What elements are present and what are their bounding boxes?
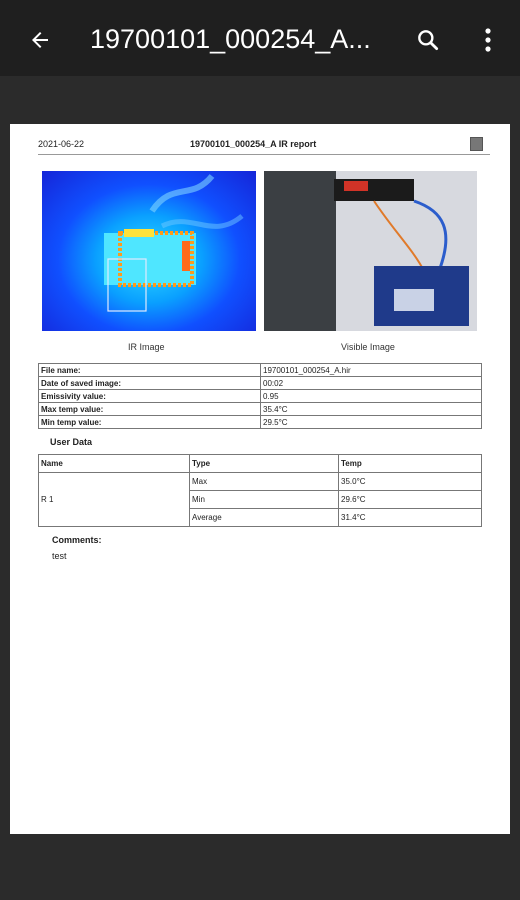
stat-temp: 35.0°C xyxy=(339,473,482,491)
stat-type: Average xyxy=(190,509,339,527)
report-header xyxy=(38,136,490,155)
stat-temp: 29.6°C xyxy=(339,491,482,509)
info-label: Date of saved image: xyxy=(39,377,261,390)
report-page[interactable] xyxy=(10,124,510,834)
comments-text: test xyxy=(52,551,67,561)
comments-heading: Comments: xyxy=(52,535,102,545)
image-info-table xyxy=(38,363,482,429)
document-title: 19700101_000254_A... xyxy=(90,24,371,54)
table-row xyxy=(39,416,482,429)
stat-type: Min xyxy=(190,491,339,509)
visible-photo-graphic xyxy=(264,171,477,331)
info-value: 0.95 xyxy=(261,390,482,403)
report-logo-icon xyxy=(470,137,483,151)
search-icon xyxy=(415,27,441,53)
more-vert-icon xyxy=(476,26,500,54)
ir-heatmap-graphic xyxy=(42,171,256,331)
region-name: R 1 xyxy=(39,473,190,527)
visible-image xyxy=(264,171,477,331)
app-bar xyxy=(0,0,520,76)
table-row xyxy=(39,473,482,491)
column-header-temp: Temp xyxy=(339,455,482,473)
ir-image xyxy=(42,171,256,331)
table-row xyxy=(39,377,482,390)
search-button[interactable] xyxy=(410,22,446,58)
info-value: 29.5°C xyxy=(261,416,482,429)
info-value: 19700101_000254_A.hir xyxy=(261,364,482,377)
info-value: 35.4°C xyxy=(261,403,482,416)
column-header-type: Type xyxy=(190,455,339,473)
stat-temp: 31.4°C xyxy=(339,509,482,527)
ir-image-caption: IR Image xyxy=(128,342,165,352)
table-row xyxy=(39,403,482,416)
report-date: 2021-06-22 xyxy=(38,139,85,149)
visible-image-caption: Visible Image xyxy=(341,342,395,352)
info-label: Max temp value: xyxy=(39,403,261,416)
table-header-row xyxy=(39,455,482,473)
column-header-name: Name xyxy=(39,455,190,473)
info-label: Min temp value: xyxy=(39,416,261,429)
table-row xyxy=(39,390,482,403)
more-options-button[interactable] xyxy=(470,22,506,58)
arrow-left-icon xyxy=(28,28,52,52)
user-data-heading: User Data xyxy=(50,437,93,447)
info-label: File name: xyxy=(39,364,261,377)
info-label: Emissivity value: xyxy=(39,390,261,403)
back-button[interactable] xyxy=(22,22,58,58)
table-row xyxy=(39,364,482,377)
report-title: 19700101_000254_A IR report xyxy=(190,139,317,149)
stat-type: Max xyxy=(190,473,339,491)
user-data-table xyxy=(38,454,482,527)
info-value: 00:02 xyxy=(261,377,482,390)
